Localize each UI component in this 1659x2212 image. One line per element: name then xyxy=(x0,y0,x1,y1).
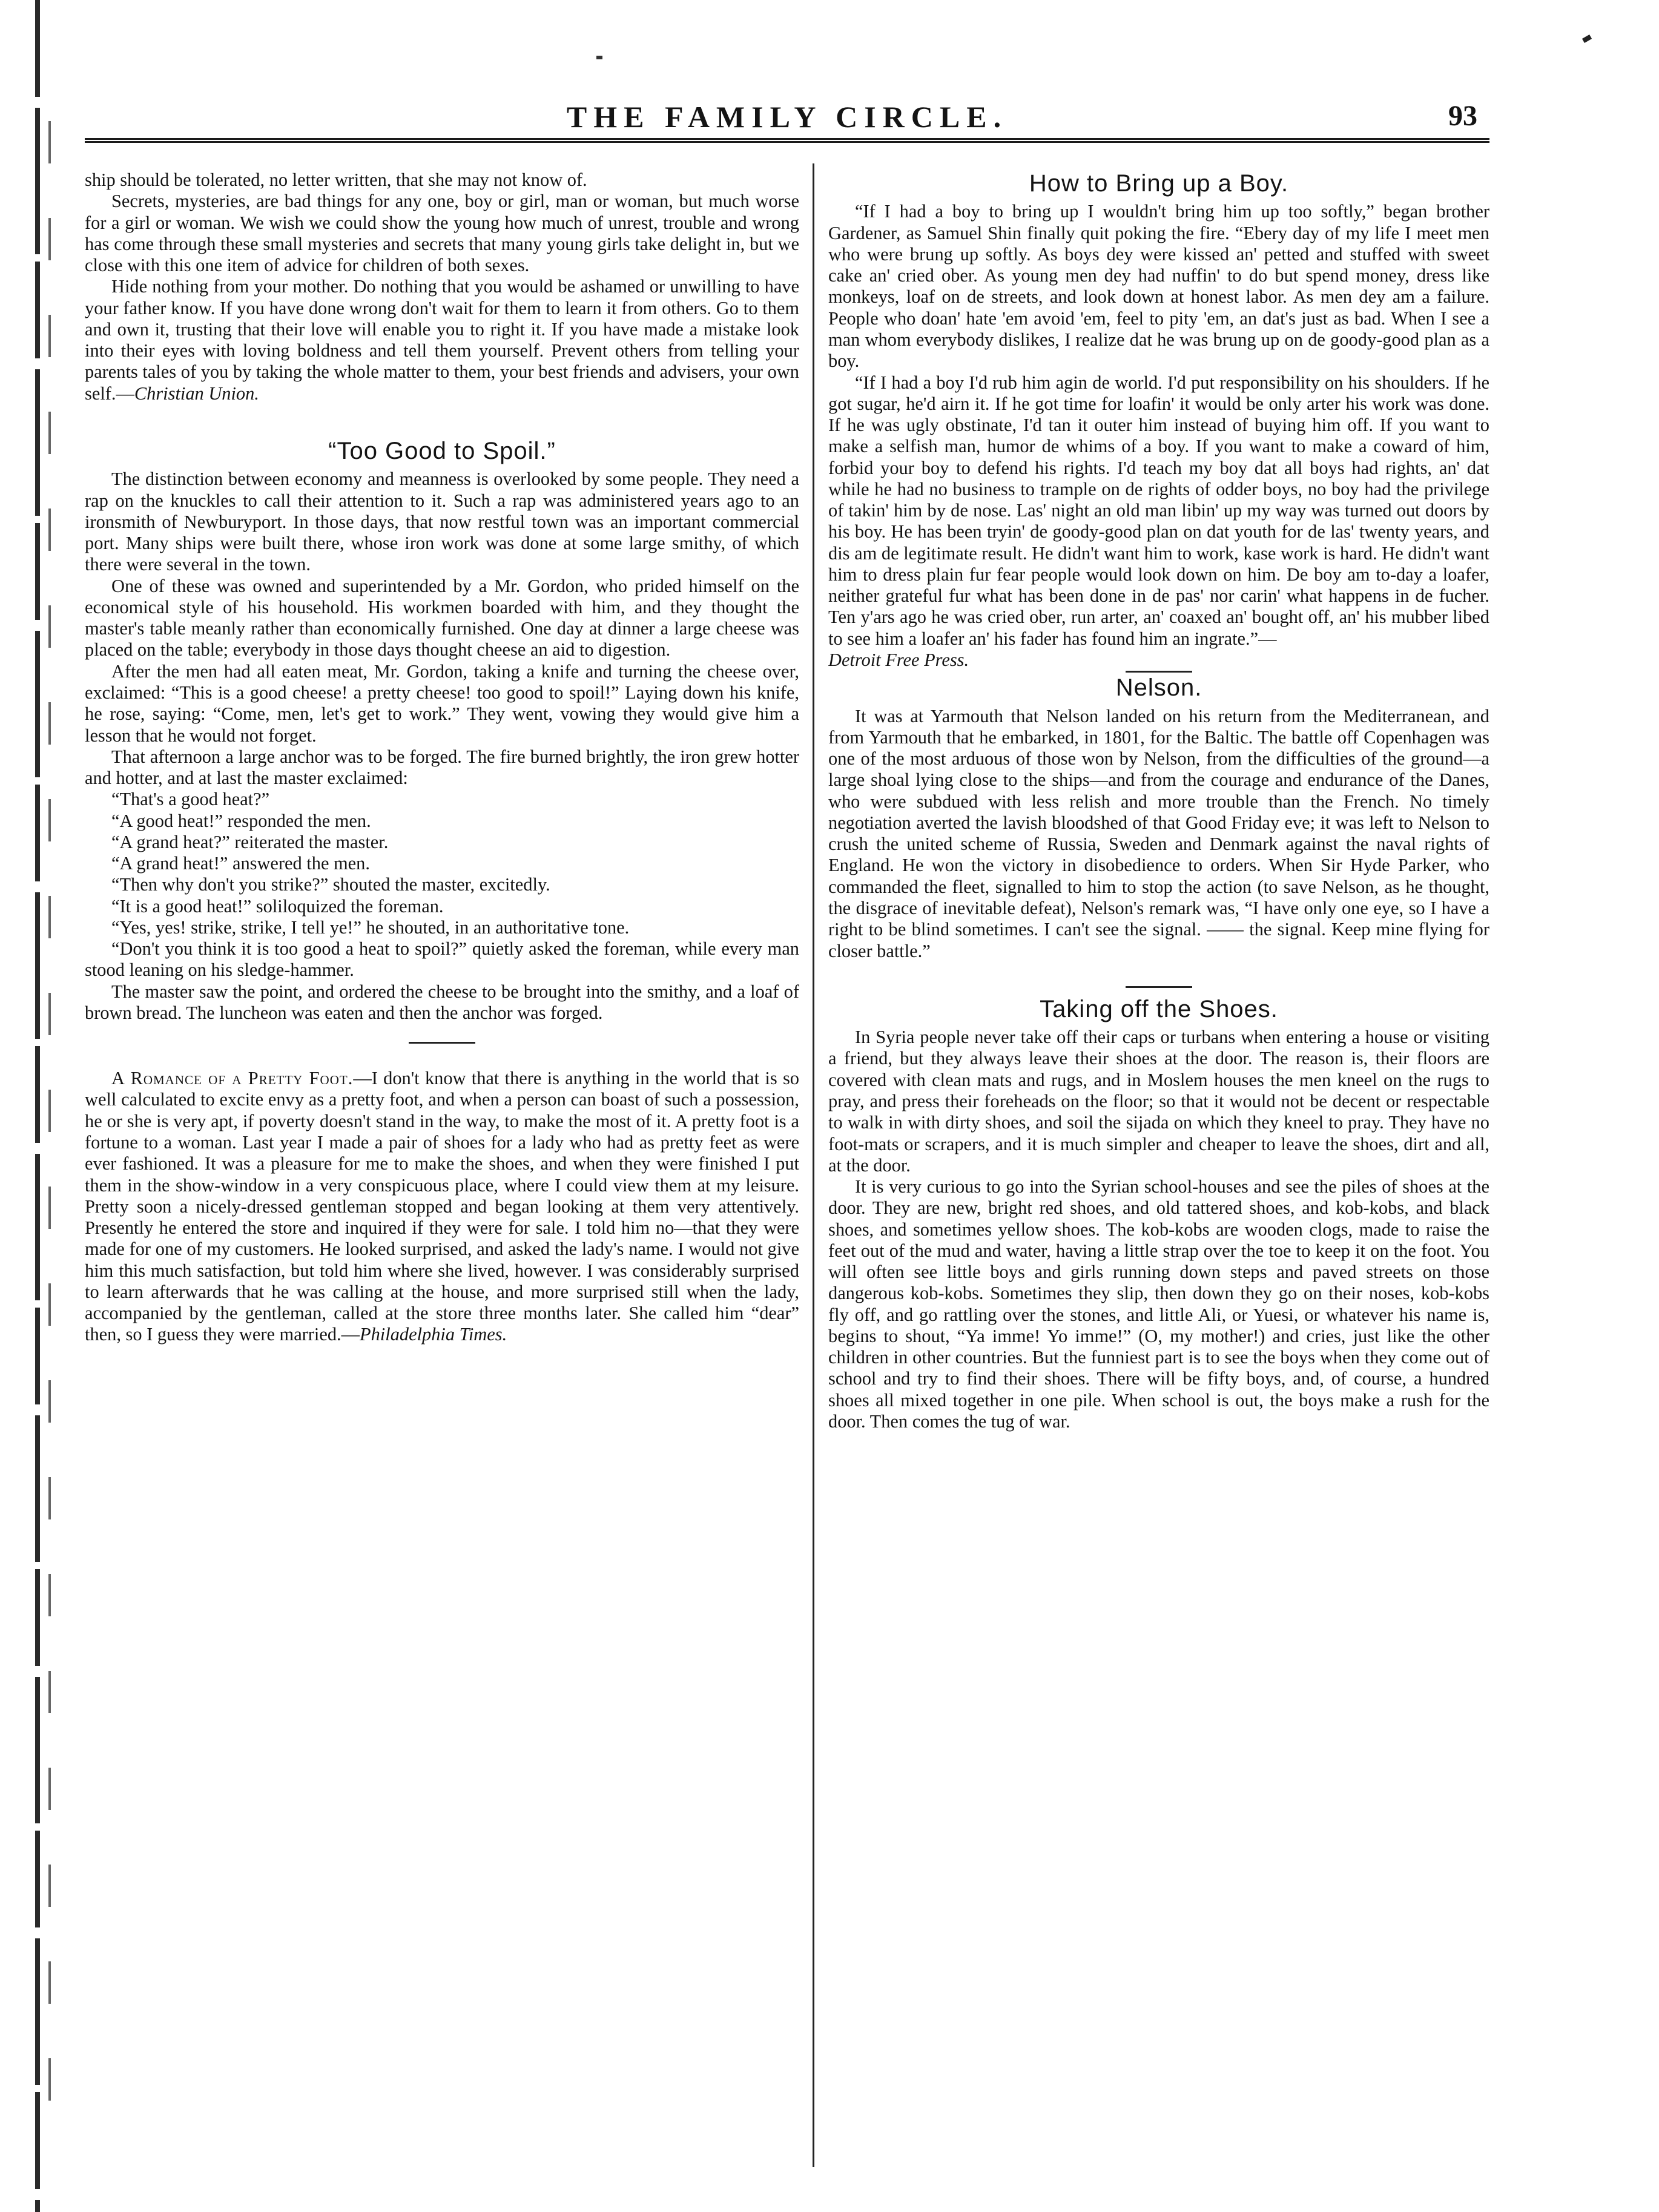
column-divider xyxy=(813,163,814,2167)
paragraph: It is very curious to go into the Syrian school-houses and see the piles of shoes at the door. They are new, bright red shoes, and old tattered shoes, and kob-kobs, and black shoes, and sometimes yellow shoes. The kob-kobs are wooden clogs, made to raise the feet out of the mud and water, having a little strap over the toe to keep it on the foot. You will often see little boys and girls running down steps and paved streets on those dangerous kob-kobs. Sometimes they slip, then down they go on their noses, kob-kobs fly off, and go rattling over the stones, and little Ali, or Yuesi, or whatever his name is, begins to shout, “Ya imme! Yo imme!” (O, my mother!) and cries, just like the other children in other countries. But the funniest part is to see the boys when they come out of school and try to find their shoes. There will be fifty boys, and, of course, a hundred shoes all mixed together in one pile. When school is out, the boys make a rush for the door. Then comes the tug of war. xyxy=(828,1176,1489,1432)
attribution: Philadelphia Times. xyxy=(360,1324,507,1345)
article-title: How to Bring up a Boy. xyxy=(1029,170,1289,197)
right-column xyxy=(828,170,1489,2168)
article-title: Taking off the Shoes. xyxy=(1040,995,1278,1022)
paragraph: Secrets, mysteries, are bad things for any one, boy or girl, man or woman, but much worse for a girl or woman. We wish we could show the young how much of unrest, trouble and wrong has come through these small mysteries and secrets that many young girls take delight in, but we close with this one item of advice for children of both sexes. xyxy=(85,191,799,276)
paragraph: ship should be tolerated, no letter written, that she may not know of. xyxy=(85,170,587,190)
paragraph xyxy=(85,276,799,404)
section-divider xyxy=(1126,671,1192,673)
paragraph: “If I had a boy I'd rub him agin de world. I'd put responsibility on his shoulders. If he got sugar, he'd airn it. If he got time for loafin' it would be only arter his work was done. If he was ugly obstinate, I'd tan it outer him instead of buying him off. If you want to make a selfish man, humor de whims of a boy. If you want to make a coward of him, forbid your boy to defend his rights. I'd teach my boy dat all boys had rights, an' dat while he had no business to trample on de rights of odder boys, no boy had the privilege of takin' him by de nose. Las' night an old man libin' up my way was turned out doors by his boy. He has been tryin' de goody-good plan on dat youth for de las' twenty years, and dis am de legitimate result. He didn't want him to work, kase work is hard. He didn't want him to dress plain fur fear people would look down on him. De boy am to-day a loafer, neither grateful fur what has been done in de pas' nor carin' what happens in de fucher. Ten y'ars ago he was cried ober, run arter, an' coaxed an' bought off, an' his mubber libed to see him a loafer an' his fader has found him an ingrate.”— xyxy=(828,372,1489,649)
paragraph: “If I had a boy to bring up I wouldn't bring him up too softly,” began brother Gardener, as Samuel Shin finally quit poking the fire. “Ebery day of my life I meet men who were brung up softly. As boys dey were kissed an' petted and stuffed with sweet cake an' cried ober. As young men dey had nuffin' to do but spend money, dress like monkeys, loaf on de streets, and look down at honest labor. As men dey am a failure. People who doan' hate 'em avoid 'em, feel to pity 'em, an dat's just as bad. When I see a man whom everybody dislikes, I realize dat he was brung up on de goody-good plan as a boy. xyxy=(828,201,1489,372)
attribution xyxy=(828,650,1489,671)
paragraph: The distinction between economy and meanness is overlooked by some people. They need a rap on the knuckles to call their attention to it. Such a rap was administered years ago to an ironsmith of Newburyport. In those days, that now restful town was an important commercial port. Many ships were built there, whose iron work was done at some large smithy, of which there were several in the town. xyxy=(85,469,799,575)
dialogue-line: “A grand heat!” answered the men. xyxy=(111,853,370,874)
printing-speck xyxy=(596,56,602,59)
page-edge-shadow-inner xyxy=(48,121,51,2119)
dialogue-line: “It is a good heat!” soliloquized the foreman. xyxy=(111,895,444,917)
paragraph: That afternoon a large anchor was to be forged. The fire burned brightly, the iron grew hotter and hotter, and at last the master exclaimed: xyxy=(85,746,799,789)
dialogue-line: “That's a good heat?” xyxy=(111,789,270,810)
article-title: Nelson. xyxy=(1115,674,1202,702)
dialogue-line: “Then why don't you strike?” shouted the master, excitedly. xyxy=(111,874,550,895)
paragraph-text: Hide nothing from your mother. Do nothing that you would be ashamed or unwilling to have your father know. If you have done wrong don't wait for them to learn it from others. Go to them and own it, trusting that their love will enable you to right it. If you have made a mistake look into their eyes with loving boldness and tell them yourself. Prevent others from telling your parents tales of you by taking the whole matter to them, your best friends and advisers, your own self.— xyxy=(85,276,799,404)
left-column xyxy=(85,170,799,2168)
page-header xyxy=(85,96,1489,143)
paragraph xyxy=(85,1068,799,1345)
dialogue-line: “Don't you think it is too good a heat to spoil?” quietly asked the foreman, while every man stood leaning on his sledge-hammer. xyxy=(85,938,799,981)
printing-speck xyxy=(1582,35,1592,43)
section-divider xyxy=(1126,986,1192,988)
running-title: THE FAMILY CIRCLE. xyxy=(566,100,1008,134)
article-title: “Too Good to Spoil.” xyxy=(328,437,556,464)
paragraph: It was at Yarmouth that Nelson landed on his return from the Mediterranean, and from Yarmouth that he embarked, in 1801, for the Baltic. The battle off Copenhagen was one of the most arduous of those won by Nelson, from the difficulties of the ground—a large shoal lying close to the ships—and from the courage and endurance of the Danes, who were subdued with less relish and more trouble than the French. No timely negotiation averted the lavish bloodshed of that Good Friday eve; it was left to Nelson to crush the united scheme of Russia, Sweden and Denmark against the naval rights of England. He won the victory in disobedience to orders. When Sir Hyde Parker, who commanded the fleet, signalled to him to stop the action (to save Nelson, as he thought, the disgrace of inevitable defeat), Nelson's remark was, “I have only one eye, so I have a right to be blind sometimes. I can't see the signal. —— the signal. Keep mine flying for closer battle.” xyxy=(828,705,1489,961)
article-lead: A Romance of a Pretty Foot. xyxy=(111,1068,354,1089)
paragraph: After the men had all eaten meat, Mr. Gordon, taking a knife and turning the cheese over, exclaimed: “This is a good cheese! a pretty cheese! too good to spoil!” Laying down his knife, he rose, saying: “Come, men, let's get to work.” They went, vowing they would give him a lesson that he would not forget. xyxy=(85,660,799,746)
dialogue-line: “A good heat!” responded the men. xyxy=(111,810,371,831)
page-number: 93 xyxy=(1448,100,1477,132)
paragraph: In Syria people never take off their caps or turbans when entering a house or visiting a friend, but they always leave their shoes at the door. The reason is, their floors are covered with clean mats and rugs, and in Moslem houses the men kneel on the rugs to pray, and press their foreheads on the floor; so that it would not be decent or respectable to walk in with dirty shoes, and soil the sijada on which they kneel to pray. They have no foot-mats or scrapers, and it is much simpler and cheaper to leave the shoes, dirt and all, at the door. xyxy=(828,1027,1489,1176)
attribution-text: Detroit Free Press. xyxy=(828,649,969,670)
dialogue-line: “Yes, yes! strike, strike, I tell ye!” he shouted, in an authoritative tone. xyxy=(111,917,630,938)
section-divider xyxy=(409,1042,475,1044)
attribution: Christian Union. xyxy=(134,383,259,404)
dialogue-line: “A grand heat?” reiterated the master. xyxy=(111,831,389,852)
paragraph: One of these was owned and superintended by a Mr. Gordon, who prided himself on the economical style of his household. His workmen boarded with him, and they thought the master's table meanly rather than economically furnished. One day at dinner a large cheese was placed on the table; everybody in those days thought cheese an aid to digestion. xyxy=(85,575,799,660)
paragraph: The master saw the point, and ordered the cheese to be brought into the smithy, and a loaf of brown bread. The luncheon was eaten and then the anchor was forged. xyxy=(85,981,799,1023)
paragraph-text: —I don't know that there is anything in the world that is so well calculated to excite envy as a pretty foot, and when a person can boast of such a possession, he or she is very apt, if poverty doesn't stand in the way, to make the most of it. A pretty foot is a fortune to a woman. Last year I made a pair of shoes for a lady who had as pretty feet as were ever fashioned. It was a pleasure for me to make the shoes, and when they were finished I put them in the show-window in a very conspicuous place, where I could view them at my leisure. Pretty soon a nicely-dressed gentleman stopped and began looking at them very attentively. Presently he entered the store and inquired if they were for sale. I told him no—that they were made for one of my customers. He looked surprised, and asked the lady's name. I would not give him this much satisfaction, but told him where she lived, however. I was considerably surprised to learn afterwards that he was calling at the house, and more surprised still when the lady, accompanied by the gentleman, called at the store three months later. She called him “dear” then, so I guess they were married.— xyxy=(85,1068,799,1345)
page-edge-shadow xyxy=(35,0,40,2212)
